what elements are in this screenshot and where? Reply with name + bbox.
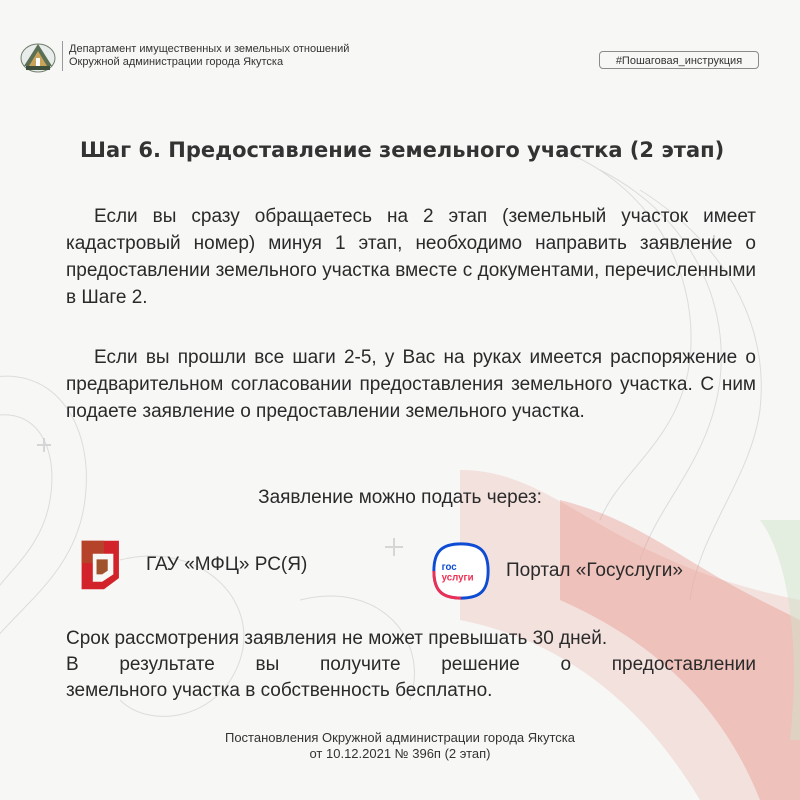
department-name-line2: Окружной администрации города Якутска xyxy=(69,56,284,68)
footer-reference xyxy=(0,730,800,762)
result-text-line1: В результате вы получите решение о предоставлении xyxy=(66,654,756,675)
paragraph1-text: Если вы сразу обращаетесь на 2 этап (земельный участок имеет кадастровый номер) минуя 1 этап, необходимо направить заявление о предоставлении земельного участка вместе с документами, перечисленными в Шаге 2. xyxy=(66,206,756,308)
header-divider xyxy=(62,41,63,71)
option-gosuslugi xyxy=(430,540,683,602)
option-mfc-label: ГАУ «МФЦ» РС(Я) xyxy=(146,554,308,575)
footer-line1: Постановления Окружной администрации города Якутска xyxy=(224,730,576,745)
footer-line2: от 10.12.2021 № 396п (2 этап) xyxy=(309,746,491,761)
department-name-line1: Департамент имущественных и земельных отношений xyxy=(69,43,350,55)
review-period-text: Срок рассмотрения заявления не может превышать 30 дней. xyxy=(66,628,608,649)
paragraph-direct-stage2 xyxy=(66,203,756,311)
option-mfc xyxy=(76,534,307,596)
gosuslugi-logo-text-bottom: услуги xyxy=(441,572,474,584)
paragraph-after-steps xyxy=(66,344,756,425)
department-emblem-icon xyxy=(18,36,58,76)
page-title: Шаг 6. Предоставление земельного участка (2 этап) xyxy=(80,138,725,162)
result-text-line2: земельного участка в собственность бесплатно. xyxy=(66,680,493,701)
mfc-logo-icon xyxy=(76,534,132,596)
department-name xyxy=(69,43,349,69)
result-block xyxy=(66,626,756,704)
option-gosuslugi-label: Портал «Госуслуги» xyxy=(506,560,683,581)
gosuslugi-logo-icon xyxy=(430,540,492,602)
paragraph2-text: Если вы прошли все шаги 2-5, у Вас на руках имеется распоряжение о предварительном согласовании предоставления земельного участка. С ним подаете заявление о предоставлении земельного участка. xyxy=(66,347,756,422)
gosuslugi-logo-text-top: гос xyxy=(441,562,457,574)
submit-heading: Заявление можно подать через: xyxy=(258,487,542,508)
hashtag-badge: #Пошаговая_инструкция xyxy=(599,51,759,69)
header xyxy=(18,36,349,76)
